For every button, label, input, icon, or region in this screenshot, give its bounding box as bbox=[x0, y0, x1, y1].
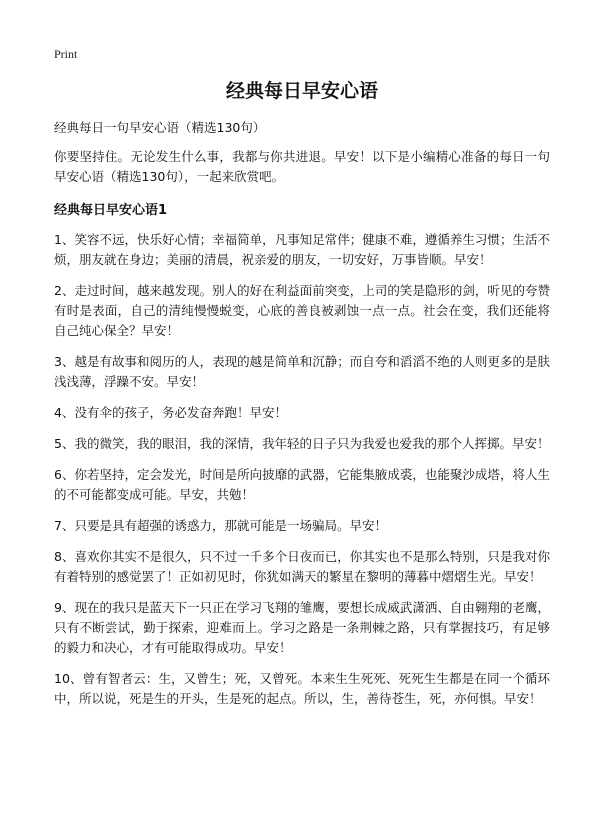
quote-item-8: 8、喜欢你其实不是很久，只不过一千多个日夜而已，你其实也不是那么特别，只是我对你有着特别的感觉罢了！正如初见时，你犹如满天的繁星在黎明的薄暮中熠熠生光。早安！ bbox=[54, 549, 550, 584]
quote-item-2: 2、走过时间，越来越发现。别人的好在利益面前突变，上司的笑是隐形的剑，听见的夸赞有时是表面，自己的清纯慢慢蜕变，心底的善良被剥蚀一点一点。社会在变，我们还能将自己纯心保全？早安！ bbox=[54, 283, 550, 338]
quote-item-1: 1、笑容不远，快乐好心情；幸福简单，凡事知足常伴；健康不难，遵循养生习惯；生活不烦，朋友就在身边；美丽的清晨，祝亲爱的朋友，一切安好，万事皆顺。早安！ bbox=[54, 232, 550, 267]
quote-item-3: 3、越是有故事和阅历的人，表现的越是简单和沉静；而自夸和滔滔不绝的人则更多的是肤浅浅薄，浮躁不安。早安！ bbox=[54, 354, 550, 389]
quote-item-9: 9、现在的我只是蓝天下一只正在学习飞翔的雏鹰，要想长成威武潇洒、自由翱翔的老鹰，只有不断尝试，勤于探索，迎难而上。学习之路是一条荆棘之路，只有掌握技巧，有足够的毅力和决心，才有可能取得成功。早安！ bbox=[54, 600, 550, 655]
article bbox=[54, 78, 550, 709]
print-link[interactable]: Print bbox=[54, 47, 78, 61]
quote-item-10: 10、曾有智者云：生，又曾生；死，又曾死。本来生生死死、死死生生都是在同一个循环中，所以说，死是生的开头，生是死的起点。所以，生，善待苍生，死，亦何惧。早安！ bbox=[54, 671, 550, 706]
intro-paragraph: 你要坚持住。无论发生什么事，我都与你共进退。早安！以下是小编精心准备的每日一句早安心语（精选130句），一起来欣赏吧。 bbox=[54, 149, 550, 184]
article-subtitle: 经典每日一句早安心语（精选130句） bbox=[54, 120, 266, 135]
quote-item-4: 4、没有伞的孩子，务必发奋奔跑！早安！ bbox=[54, 405, 287, 420]
quote-item-6: 6、你若坚持，定会发光，时间是所向披靡的武器，它能集腋成裘，也能聚沙成塔，将人生的不可能都变成可能。早安，共勉！ bbox=[54, 467, 550, 502]
quote-item-5: 5、我的微笑，我的眼泪，我的深情，我年轻的日子只为我爱也爱我的那个人挥掷。早安！ bbox=[54, 436, 550, 451]
quote-item-7: 7、只要是具有超强的诱惑力，那就可能是一场骗局。早安！ bbox=[54, 518, 387, 533]
section-heading: 经典每日早安心语1 bbox=[54, 203, 168, 218]
page-title: 经典每日早安心语 bbox=[225, 80, 378, 102]
